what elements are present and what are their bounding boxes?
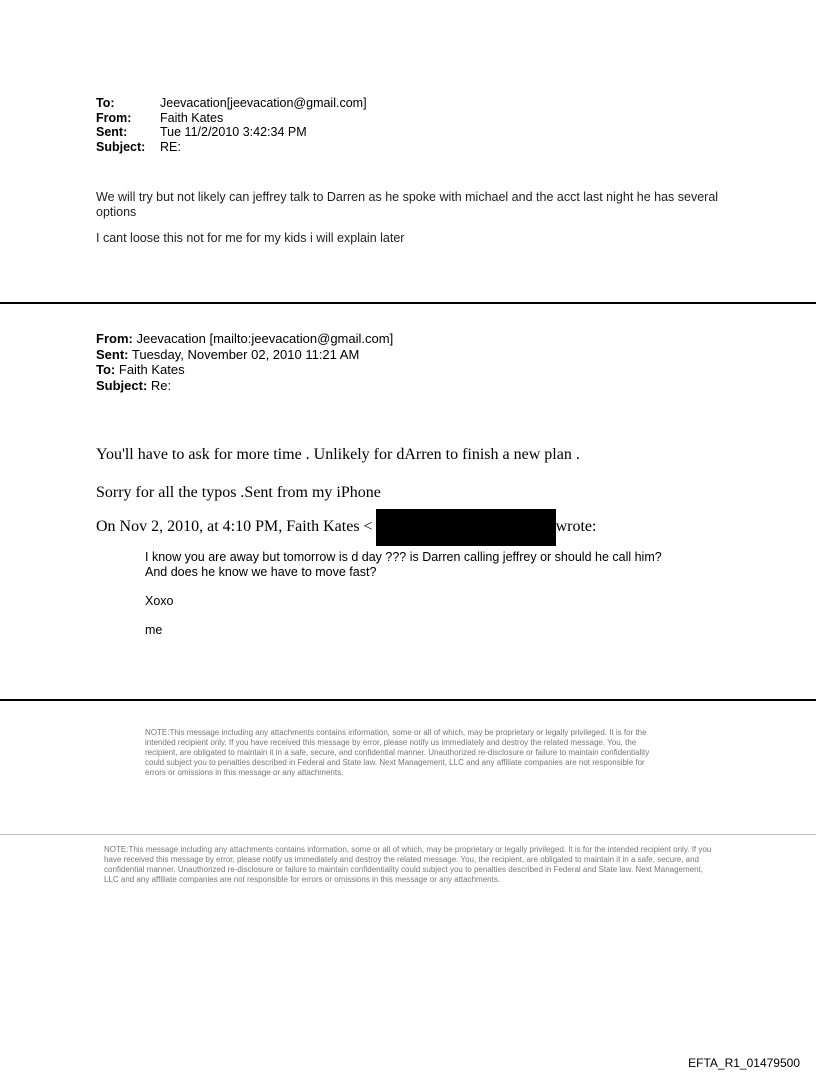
email2-header bbox=[96, 331, 393, 393]
attribution-suffix: wrote: bbox=[555, 518, 597, 535]
reply-attribution bbox=[96, 508, 596, 546]
sent-value: Tue 11/2/2010 3:42:34 PM bbox=[160, 125, 307, 139]
to-label: To: bbox=[96, 96, 115, 110]
to-value: Faith Kates bbox=[118, 362, 185, 377]
divider bbox=[0, 834, 816, 835]
email2-line: Sorry for all the typos .Sent from my iPhone bbox=[96, 484, 381, 501]
from-value: Jeevacation [mailto:jeevacation@gmail.com] bbox=[136, 331, 394, 346]
sent-label: Sent: bbox=[96, 346, 129, 362]
quoted-paragraph: I know you are away but tomorrow is d day ??? is Darren calling jeffrey or should he call him? And does he know we have to move fast? bbox=[145, 550, 662, 579]
from-row bbox=[96, 331, 393, 347]
quoted-message bbox=[145, 550, 685, 652]
sent-value: Tuesday, November 02, 2010 11:21 AM bbox=[131, 346, 360, 362]
subject-row bbox=[96, 140, 367, 155]
email1-header bbox=[96, 96, 367, 154]
subject-label: Subject: bbox=[96, 377, 148, 393]
subject-value: RE: bbox=[160, 139, 181, 154]
from-label: From: bbox=[96, 331, 133, 346]
subject-row bbox=[96, 378, 393, 394]
subject-value: Re: bbox=[150, 377, 172, 393]
document-id: EFTA_R1_01479500 bbox=[688, 1056, 800, 1070]
sent-label: Sent: bbox=[96, 125, 128, 139]
redaction-box bbox=[376, 509, 556, 546]
to-row bbox=[96, 362, 393, 378]
divider bbox=[0, 302, 816, 304]
email1-paragraph: I cant loose this not for me for my kids i will explain later bbox=[96, 231, 405, 245]
confidentiality-notice: NOTE:This message including any attachments contains information, some or all of which, may be proprietary or legally privileged. It is for the intended recipient only. If you have received this message by error, please notify us immediately and destroy the related message. You, the recipient, are obligated to maintain it in a safe, secure, and confidential manner. Unauthorized re-disclosure or failure to maintain confidentiality could subject you to penalties described in Federal and State law. Next Management, LLC and any affiliate companies are not responsible for errors or omissions in this message or any attachments. bbox=[145, 728, 650, 777]
subject-label: Subject: bbox=[96, 139, 146, 154]
email2-line: You'll have to ask for more time . Unlikely for dArren to finish a new plan . bbox=[96, 446, 580, 463]
confidentiality-notice: NOTE:This message including any attachments contains information, some or all of which, may be proprietary or legally privileged. It is for the intended recipient only. If you have received this message by error, please notify us immediately and destroy the related message. You, the recipient, are obligated to maintain it in a safe, secure, and confidential manner. Unauthorized re-disclosure or failure to maintain confidentiality could subject you to penalties described in Federal and State law. Next Management, LLC and any affiliate companies are not responsible for errors or omissions in this message or any attachments. bbox=[104, 845, 712, 884]
to-row bbox=[96, 96, 367, 111]
quoted-paragraph: me bbox=[145, 623, 163, 637]
email1-body bbox=[96, 190, 736, 257]
from-row bbox=[96, 111, 367, 126]
to-label: To: bbox=[96, 362, 116, 377]
email1-paragraph: We will try but not likely can jeffrey talk to Darren as he spoke with michael and the acct last night he has several options bbox=[96, 190, 719, 219]
sent-row bbox=[96, 347, 393, 363]
quoted-paragraph: Xoxo bbox=[145, 594, 174, 608]
divider bbox=[0, 699, 816, 701]
attribution-prefix: On Nov 2, 2010, at 4:10 PM, Faith Kates < bbox=[96, 518, 373, 535]
to-value: Jeevacation[jeevacation@gmail.com] bbox=[160, 96, 367, 110]
sent-row bbox=[96, 125, 367, 140]
from-value: Faith Kates bbox=[160, 110, 224, 125]
from-label: From: bbox=[96, 110, 132, 125]
